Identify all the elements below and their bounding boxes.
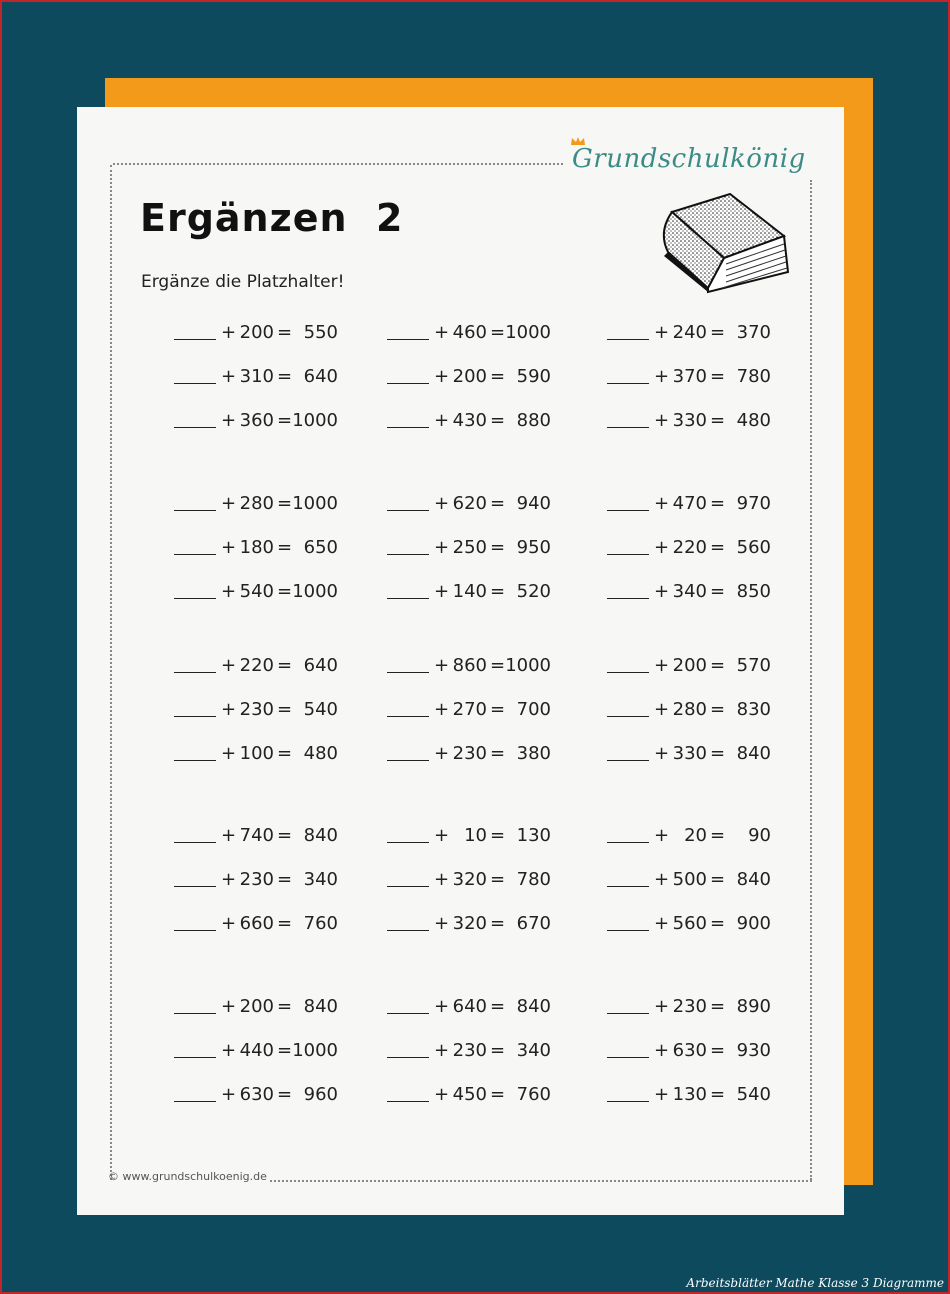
equation-row <box>174 581 344 605</box>
plus-sign: + <box>221 410 237 431</box>
plus-sign: + <box>221 493 237 514</box>
equation-row <box>387 913 557 937</box>
result-value: 1000 <box>292 410 338 431</box>
equals-sign: = <box>490 743 506 764</box>
addend-value: 230 <box>452 1040 487 1061</box>
addend-value: 20 <box>684 825 707 846</box>
equation-row <box>174 825 344 849</box>
addend-value: 450 <box>452 1084 487 1105</box>
result-value: 560 <box>736 537 771 558</box>
equals-sign: = <box>277 869 293 890</box>
answer-blank[interactable] <box>174 716 216 717</box>
plus-sign: + <box>654 1084 670 1105</box>
equals-sign: = <box>710 743 726 764</box>
equation-row <box>387 655 557 679</box>
result-value: 1000 <box>292 493 338 514</box>
result-value: 480 <box>303 743 338 764</box>
equals-sign: = <box>710 322 726 343</box>
equation-row <box>174 1040 344 1064</box>
plus-sign: + <box>221 366 237 387</box>
answer-blank[interactable] <box>387 510 429 511</box>
equals-sign: = <box>710 410 726 431</box>
equation-row <box>174 869 344 893</box>
addend-value: 440 <box>239 1040 274 1061</box>
equals-sign: = <box>710 825 726 846</box>
answer-blank[interactable] <box>607 842 649 843</box>
equation-row <box>607 655 777 679</box>
plus-sign: + <box>221 581 237 602</box>
equation-row <box>174 743 344 767</box>
result-value: 840 <box>303 825 338 846</box>
result-value: 840 <box>303 996 338 1017</box>
plus-sign: + <box>434 825 450 846</box>
result-value: 90 <box>748 825 771 846</box>
plus-sign: + <box>221 537 237 558</box>
addend-value: 180 <box>239 537 274 558</box>
result-value: 1000 <box>505 322 551 343</box>
result-value: 760 <box>516 1084 551 1105</box>
equals-sign: = <box>277 537 293 558</box>
plus-sign: + <box>654 869 670 890</box>
plus-sign: + <box>221 1084 237 1105</box>
addend-value: 500 <box>672 869 707 890</box>
plus-sign: + <box>434 1040 450 1061</box>
answer-blank[interactable] <box>607 1101 649 1102</box>
answer-blank[interactable] <box>387 886 429 887</box>
plus-sign: + <box>221 655 237 676</box>
addend-value: 100 <box>239 743 274 764</box>
equation-row <box>387 581 557 605</box>
addend-value: 370 <box>672 366 707 387</box>
result-value: 780 <box>736 366 771 387</box>
equals-sign: = <box>490 996 506 1017</box>
result-value: 780 <box>516 869 551 890</box>
equals-sign: = <box>490 825 506 846</box>
answer-blank[interactable] <box>387 760 429 761</box>
answer-blank[interactable] <box>387 1057 429 1058</box>
addend-value: 250 <box>452 537 487 558</box>
answer-blank[interactable] <box>174 672 216 673</box>
equation-row <box>387 869 557 893</box>
equation-row <box>174 410 344 434</box>
addend-value: 430 <box>452 410 487 431</box>
result-value: 540 <box>303 699 338 720</box>
equation-row <box>174 322 344 346</box>
answer-blank[interactable] <box>174 760 216 761</box>
addend-value: 200 <box>452 366 487 387</box>
answer-blank[interactable] <box>607 930 649 931</box>
image-watermark: Arbeitsblätter Mathe Klasse 3 Diagramme <box>686 1276 944 1290</box>
plus-sign: + <box>654 699 670 720</box>
equals-sign: = <box>277 743 293 764</box>
result-value: 520 <box>516 581 551 602</box>
equals-sign: = <box>710 493 726 514</box>
addend-value: 470 <box>672 493 707 514</box>
equals-sign: = <box>277 825 293 846</box>
result-value: 340 <box>516 1040 551 1061</box>
answer-blank[interactable] <box>607 554 649 555</box>
plus-sign: + <box>434 366 450 387</box>
addend-value: 230 <box>239 699 274 720</box>
plus-sign: + <box>434 655 450 676</box>
answer-blank[interactable] <box>174 510 216 511</box>
plus-sign: + <box>221 913 237 934</box>
addend-value: 310 <box>239 366 274 387</box>
addend-value: 860 <box>452 655 487 676</box>
result-value: 590 <box>516 366 551 387</box>
result-value: 370 <box>736 322 771 343</box>
equals-sign: = <box>710 869 726 890</box>
equals-sign: = <box>710 1084 726 1105</box>
answer-blank[interactable] <box>174 598 216 599</box>
answer-blank[interactable] <box>607 598 649 599</box>
addend-value: 200 <box>239 322 274 343</box>
answer-blank[interactable] <box>174 930 216 931</box>
equals-sign: = <box>710 581 726 602</box>
answer-blank[interactable] <box>174 427 216 428</box>
equals-sign: = <box>490 699 506 720</box>
result-value: 340 <box>303 869 338 890</box>
plus-sign: + <box>654 410 670 431</box>
answer-blank[interactable] <box>387 716 429 717</box>
equals-sign: = <box>277 322 293 343</box>
answer-blank[interactable] <box>174 554 216 555</box>
plus-sign: + <box>654 581 670 602</box>
result-value: 650 <box>303 537 338 558</box>
result-value: 1000 <box>505 655 551 676</box>
equation-row <box>387 322 557 346</box>
result-value: 380 <box>516 743 551 764</box>
answer-blank[interactable] <box>607 510 649 511</box>
equals-sign: = <box>490 537 506 558</box>
equals-sign: = <box>710 655 726 676</box>
equals-sign: = <box>490 913 506 934</box>
result-value: 840 <box>516 996 551 1017</box>
worksheet-instruction: Ergänze die Platzhalter! <box>141 272 345 292</box>
result-value: 890 <box>736 996 771 1017</box>
equals-sign: = <box>490 410 506 431</box>
plus-sign: + <box>434 743 450 764</box>
equation-row <box>607 913 777 937</box>
addend-value: 240 <box>672 322 707 343</box>
equals-sign: = <box>710 699 726 720</box>
plus-sign: + <box>221 322 237 343</box>
addend-value: 560 <box>672 913 707 934</box>
result-value: 760 <box>303 913 338 934</box>
brand-logo: Grundschulkönig <box>572 144 806 174</box>
equation-row <box>607 743 777 767</box>
result-value: 830 <box>736 699 771 720</box>
answer-blank[interactable] <box>387 842 429 843</box>
plus-sign: + <box>434 322 450 343</box>
answer-blank[interactable] <box>174 886 216 887</box>
plus-sign: + <box>221 869 237 890</box>
equation-row <box>607 366 777 390</box>
addend-value: 460 <box>452 322 487 343</box>
addend-value: 540 <box>239 581 274 602</box>
equation-row <box>607 581 777 605</box>
addend-value: 330 <box>672 743 707 764</box>
addend-value: 630 <box>239 1084 274 1105</box>
plus-sign: + <box>654 322 670 343</box>
plus-sign: + <box>434 1084 450 1105</box>
answer-blank[interactable] <box>387 930 429 931</box>
plus-sign: + <box>654 493 670 514</box>
answer-blank[interactable] <box>387 1013 429 1014</box>
answer-blank[interactable] <box>387 554 429 555</box>
equation-row <box>607 410 777 434</box>
result-value: 480 <box>736 410 771 431</box>
equals-sign: = <box>490 869 506 890</box>
addend-value: 270 <box>452 699 487 720</box>
equation-row <box>607 699 777 723</box>
addend-value: 740 <box>239 825 274 846</box>
equals-sign: = <box>490 493 506 514</box>
addend-value: 10 <box>464 825 487 846</box>
plus-sign: + <box>221 743 237 764</box>
equals-sign: = <box>277 410 293 431</box>
equals-sign: = <box>277 699 293 720</box>
answer-blank[interactable] <box>387 1101 429 1102</box>
answer-blank[interactable] <box>607 339 649 340</box>
equals-sign: = <box>277 655 293 676</box>
plus-sign: + <box>654 655 670 676</box>
equation-row <box>607 996 777 1020</box>
equation-row <box>387 1084 557 1108</box>
addend-value: 320 <box>452 869 487 890</box>
addend-value: 280 <box>239 493 274 514</box>
answer-blank[interactable] <box>174 339 216 340</box>
answer-blank[interactable] <box>174 1013 216 1014</box>
equation-row <box>174 699 344 723</box>
plus-sign: + <box>654 913 670 934</box>
equals-sign: = <box>277 493 293 514</box>
result-value: 840 <box>736 869 771 890</box>
addend-value: 280 <box>672 699 707 720</box>
plus-sign: + <box>654 1040 670 1061</box>
equals-sign: = <box>710 366 726 387</box>
equation-row <box>387 366 557 390</box>
equals-sign: = <box>490 322 506 343</box>
answer-blank[interactable] <box>174 1057 216 1058</box>
equation-row <box>607 537 777 561</box>
plus-sign: + <box>221 825 237 846</box>
footer-copyright: © www.grundschulkoenig.de <box>108 1170 267 1183</box>
equals-sign: = <box>490 366 506 387</box>
plus-sign: + <box>434 537 450 558</box>
addend-value: 230 <box>672 996 707 1017</box>
worksheet-title: Ergänzen 2 <box>140 196 404 240</box>
plus-sign: + <box>221 699 237 720</box>
answer-blank[interactable] <box>387 339 429 340</box>
addend-value: 340 <box>672 581 707 602</box>
equals-sign: = <box>490 655 506 676</box>
addend-value: 130 <box>672 1084 707 1105</box>
plus-sign: + <box>434 913 450 934</box>
equation-row <box>387 996 557 1020</box>
addend-value: 200 <box>672 655 707 676</box>
equation-row <box>607 1040 777 1064</box>
answer-blank[interactable] <box>387 427 429 428</box>
result-value: 950 <box>516 537 551 558</box>
equals-sign: = <box>710 1040 726 1061</box>
equals-sign: = <box>490 1040 506 1061</box>
plus-sign: + <box>654 825 670 846</box>
equals-sign: = <box>277 1040 293 1061</box>
result-value: 130 <box>516 825 551 846</box>
plus-sign: + <box>654 366 670 387</box>
answer-blank[interactable] <box>607 760 649 761</box>
answer-blank[interactable] <box>387 598 429 599</box>
equation-row <box>174 493 344 517</box>
plus-sign: + <box>221 996 237 1017</box>
equation-row <box>607 493 777 517</box>
equation-row <box>387 1040 557 1064</box>
answer-blank[interactable] <box>607 1057 649 1058</box>
addend-value: 620 <box>452 493 487 514</box>
equals-sign: = <box>710 996 726 1017</box>
equation-row <box>387 410 557 434</box>
result-value: 700 <box>516 699 551 720</box>
result-value: 900 <box>736 913 771 934</box>
result-value: 670 <box>516 913 551 934</box>
equation-row <box>174 537 344 561</box>
answer-blank[interactable] <box>174 1101 216 1102</box>
equation-row <box>387 537 557 561</box>
equals-sign: = <box>277 1084 293 1105</box>
result-value: 570 <box>736 655 771 676</box>
plus-sign: + <box>654 743 670 764</box>
result-value: 970 <box>736 493 771 514</box>
addend-value: 630 <box>672 1040 707 1061</box>
plus-sign: + <box>434 581 450 602</box>
addend-value: 360 <box>239 410 274 431</box>
answer-blank[interactable] <box>607 886 649 887</box>
answer-blank[interactable] <box>174 383 216 384</box>
result-value: 930 <box>736 1040 771 1061</box>
equation-row <box>174 1084 344 1108</box>
addend-value: 230 <box>239 869 274 890</box>
result-value: 880 <box>516 410 551 431</box>
addend-value: 200 <box>239 996 274 1017</box>
addend-value: 220 <box>672 537 707 558</box>
answer-blank[interactable] <box>607 383 649 384</box>
equals-sign: = <box>710 913 726 934</box>
plus-sign: + <box>434 493 450 514</box>
result-value: 550 <box>303 322 338 343</box>
addend-value: 220 <box>239 655 274 676</box>
answer-blank[interactable] <box>387 383 429 384</box>
answer-blank[interactable] <box>607 716 649 717</box>
equals-sign: = <box>277 913 293 934</box>
addend-value: 230 <box>452 743 487 764</box>
equation-row <box>387 743 557 767</box>
plus-sign: + <box>434 869 450 890</box>
equals-sign: = <box>490 1084 506 1105</box>
result-value: 640 <box>303 366 338 387</box>
equation-row <box>174 366 344 390</box>
equation-row <box>174 913 344 937</box>
addend-value: 320 <box>452 913 487 934</box>
result-value: 840 <box>736 743 771 764</box>
answer-blank[interactable] <box>607 427 649 428</box>
equals-sign: = <box>277 366 293 387</box>
result-value: 960 <box>303 1084 338 1105</box>
plus-sign: + <box>434 410 450 431</box>
plus-sign: + <box>434 996 450 1017</box>
equation-row <box>607 825 777 849</box>
result-value: 1000 <box>292 1040 338 1061</box>
addend-value: 140 <box>452 581 487 602</box>
equation-row <box>607 869 777 893</box>
plus-sign: + <box>654 996 670 1017</box>
equals-sign: = <box>710 537 726 558</box>
result-value: 640 <box>303 655 338 676</box>
addend-value: 660 <box>239 913 274 934</box>
result-value: 540 <box>736 1084 771 1105</box>
addend-value: 330 <box>672 410 707 431</box>
plus-sign: + <box>221 1040 237 1061</box>
result-value: 940 <box>516 493 551 514</box>
equation-row <box>174 655 344 679</box>
equation-row <box>174 996 344 1020</box>
equation-row <box>387 493 557 517</box>
answer-blank[interactable] <box>607 672 649 673</box>
addend-value: 640 <box>452 996 487 1017</box>
answer-blank[interactable] <box>607 1013 649 1014</box>
equals-sign: = <box>490 581 506 602</box>
plus-sign: + <box>654 537 670 558</box>
equation-row <box>387 699 557 723</box>
result-value: 850 <box>736 581 771 602</box>
plus-sign: + <box>434 699 450 720</box>
answer-blank[interactable] <box>174 842 216 843</box>
equation-row <box>607 322 777 346</box>
equals-sign: = <box>277 581 293 602</box>
answer-blank[interactable] <box>387 672 429 673</box>
equation-row <box>607 1084 777 1108</box>
equals-sign: = <box>277 996 293 1017</box>
equation-row <box>387 825 557 849</box>
result-value: 1000 <box>292 581 338 602</box>
